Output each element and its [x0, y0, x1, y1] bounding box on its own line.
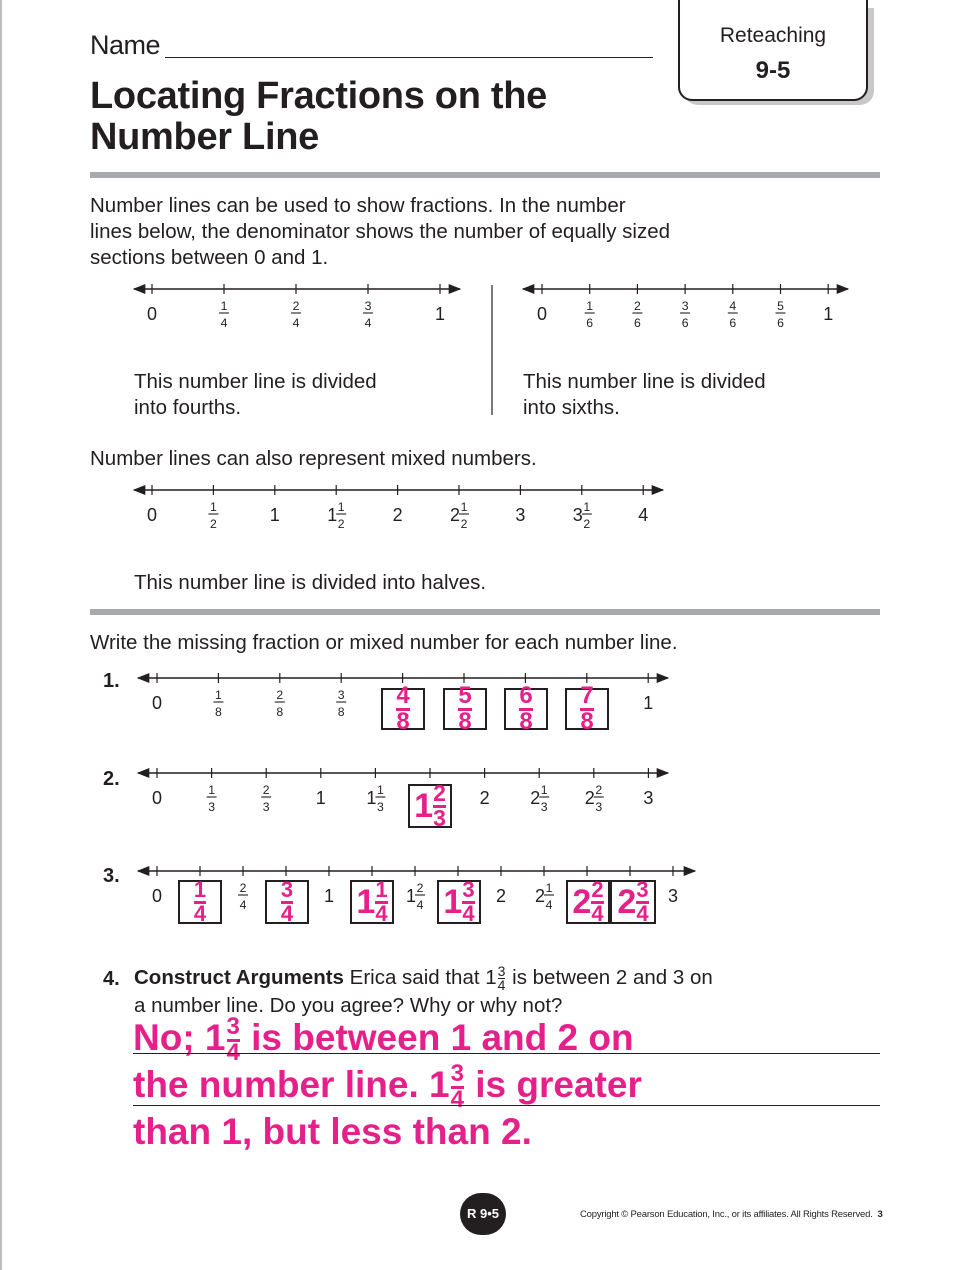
lesson-badge: R 9•5	[460, 1193, 506, 1235]
problem-2-line-label-3: 1	[315, 788, 326, 808]
problem-2-line-label-1-num: 1	[208, 783, 216, 797]
answer-writing-line-2[interactable]	[133, 1105, 880, 1106]
fourths-line-label-3-num: 3	[364, 299, 372, 313]
halves-line-label-6: 3	[515, 505, 526, 525]
problem-4-heading: Construct Arguments	[134, 966, 344, 990]
intro-line-1: Number lines can be used to show fractions. In the number	[90, 194, 626, 217]
problem-3-answer-box-5[interactable]: 2 2 4	[566, 880, 610, 924]
fourths-caption	[134, 369, 377, 421]
fourths-line-label-1-den: 4	[220, 316, 228, 330]
halves-line-label-0: 0	[146, 505, 158, 525]
sixths-line-label-6: 1	[823, 304, 834, 324]
problem-3-line-label-6-num: 2	[416, 881, 424, 895]
answer-line-2-post: is greater	[464, 1064, 642, 1105]
section-divider-practice	[90, 609, 880, 615]
problem-3-line-label-2-den: 4	[239, 898, 247, 912]
sixths-line-label-3-num: 3	[681, 299, 689, 313]
problem-1-line-label-8: 1	[643, 693, 654, 713]
problem-1-line-label-3-num: 3	[337, 688, 345, 702]
sixths-caption-line-1: This number line is divided	[523, 370, 766, 393]
problem-3-answer-box-1[interactable]: 1 4	[178, 880, 222, 924]
title-line-1: Locating Fractions on the	[90, 75, 547, 117]
problem-3-line-label-4: 1	[323, 886, 335, 906]
halves-line-label-5-num: 1	[460, 500, 468, 514]
tab-number: 9-5	[755, 57, 791, 84]
problem-3-line-label-12: 3	[667, 886, 679, 906]
answer-line-2	[133, 1061, 642, 1112]
fourths-caption-line-2: into fourths.	[134, 396, 242, 419]
problem-2-number: 2.	[103, 768, 120, 790]
problem-2-line-label-4-den: 3	[376, 800, 384, 814]
copyright-text: Copyright © Pearson Education, Inc., or its affiliates. All Rights Reserved.	[580, 1209, 873, 1220]
problem-3-number: 3.	[103, 865, 120, 887]
problem-4-prompt-fraction: $\frac{3}{4}$	[497, 963, 506, 994]
problem-2-line-label-8-whole: 2	[584, 788, 595, 808]
problem-1-line-label-2-den: 8	[276, 705, 284, 719]
problem-1-line-label-3-den: 8	[337, 705, 345, 719]
answer-line-2-fraction: $\frac{3}{4}$	[450, 1059, 464, 1113]
sixths-line-label-0: 0	[536, 304, 548, 324]
problem-1-line-label-1-den: 8	[214, 705, 222, 719]
fourths-line-label-3-den: 4	[364, 316, 372, 330]
problem-3-line-label-0: 0	[151, 886, 163, 906]
problem-4-prompt-part1: Erica said that 1	[349, 966, 497, 990]
sixths-caption-line-2: into sixths.	[523, 396, 620, 419]
fourths-line-label-1-num: 1	[220, 299, 228, 313]
problem-2-line-label-8-num: 2	[595, 783, 603, 797]
sixths-line-label-1-num: 1	[586, 299, 594, 313]
fourths-line-label-2-num: 2	[292, 299, 300, 313]
answer-line-1-pre: No; 1	[133, 1017, 226, 1058]
halves-line-label-4: 2	[392, 505, 403, 525]
problem-4-number: 4.	[103, 968, 120, 990]
problem-1-answer-box-3[interactable]: 6 8	[504, 688, 548, 730]
problem-2-line-label-7-den: 3	[540, 800, 548, 814]
title-line-2: Number Line	[90, 116, 319, 158]
halves-line-label-5-whole: 2	[449, 505, 461, 525]
problem-3-answer-box-2[interactable]: 3 4	[265, 880, 309, 924]
problem-1-line-label-0: 0	[151, 693, 163, 713]
sixths-line-label-2-num: 2	[633, 299, 641, 313]
page-number: 3	[877, 1209, 883, 1220]
problem-1-line-label-2-num: 2	[276, 688, 284, 702]
problem-1-number: 1.	[103, 670, 120, 692]
halves-line-label-7-whole: 3	[572, 505, 583, 525]
sixths-caption	[523, 369, 766, 421]
problem-3-line-label-6-den: 4	[416, 898, 424, 912]
answer-line-2-pre: the number line. 1	[133, 1064, 450, 1105]
sixths-line-label-2-den: 6	[633, 316, 641, 330]
problem-2-line-label-4-whole: 1	[366, 788, 377, 808]
sixths-line-label-1-den: 6	[586, 316, 594, 330]
problem-4-prompt-line-2: a number line. Do you agree? Why or why not?	[134, 993, 563, 1017]
problem-2-line-label-7-whole: 2	[530, 788, 541, 808]
practice-instructions: Write the missing fraction or mixed number for each number line.	[90, 631, 678, 654]
problem-3-line-label-9-den: 4	[545, 898, 553, 912]
problem-3-line-label-6-whole: 1	[405, 886, 417, 906]
fourths-caption-line-1: This number line is divided	[134, 370, 377, 393]
problem-2-line-label-0: 0	[151, 788, 163, 808]
answer-line-3: than 1, but less than 2.	[133, 1111, 532, 1152]
sixths-line-label-5-den: 6	[777, 316, 784, 330]
problem-3-line-label-9-num: 1	[545, 881, 553, 895]
name-label: Name	[90, 30, 161, 60]
problem-3-line-label-2-num: 2	[239, 881, 247, 895]
halves-line-label-1-num: 1	[209, 500, 217, 514]
problem-2-line-label-1-den: 3	[208, 800, 216, 814]
fourths-line-label-2-den: 4	[292, 316, 300, 330]
answer-line-1-fraction: $\frac{3}{4}$	[226, 1012, 240, 1066]
halves-line-label-3-num: 1	[337, 500, 345, 514]
intro-line-2: lines below, the denominator shows the number of equally sized	[90, 220, 671, 243]
answer-line-1-post: is between 1 and 2 on	[240, 1017, 634, 1058]
problem-2-line-label-4-num: 1	[376, 783, 384, 797]
problem-3-answer-box-3[interactable]: 1 1 4	[350, 880, 394, 924]
problem-1-answer-box-4[interactable]: 7 8	[565, 688, 609, 730]
problem-2-line-label-9: 3	[643, 788, 654, 808]
halves-line-label-7-num: 1	[583, 500, 591, 514]
sixths-line-label-3-den: 6	[681, 316, 689, 330]
fourths-line-label-0: 0	[146, 304, 158, 324]
halves-line-label-3-den: 2	[337, 517, 345, 531]
halves-caption: This number line is divided into halves.	[134, 571, 487, 594]
tab-label: Reteaching	[719, 24, 827, 47]
problem-1-answer-box-2[interactable]: 5 8	[443, 688, 487, 730]
sixths-line-label-4-den: 6	[729, 316, 737, 330]
problem-1-line-label-1-num: 1	[214, 688, 222, 702]
sixths-line-label-4-num: 4	[729, 299, 737, 313]
problem-3-answer-box-6[interactable]: 2 3 4	[610, 880, 656, 924]
problem-3-answer-box-4[interactable]: 1 3 4	[437, 880, 481, 924]
halves-line-label-3-whole: 1	[327, 505, 338, 525]
problem-2-line-label-7-num: 1	[540, 783, 548, 797]
problem-2-answer-box-1[interactable]: 1 2 3	[408, 784, 452, 828]
copyright	[580, 1209, 883, 1220]
halves-line-label-2: 1	[269, 505, 280, 525]
halves-line-label-7-den: 2	[583, 517, 591, 531]
fourths-line-label-4: 1	[434, 304, 446, 324]
halves-line-label-1-den: 2	[209, 517, 217, 531]
answer-writing-line-1[interactable]	[133, 1053, 880, 1054]
sixths-line-label-5-num: 5	[777, 299, 784, 313]
problem-2-line-label-2-num: 2	[262, 783, 270, 797]
problem-3-line-label-9-whole: 2	[534, 886, 546, 906]
problem-2-line-label-2-den: 3	[262, 800, 270, 814]
problem-3-line-label-8: 2	[495, 886, 507, 906]
problem-1-answer-box-1[interactable]: 4 8	[381, 688, 425, 730]
answer-line-1	[133, 1014, 634, 1065]
intro-line-3: sections between 0 and 1.	[90, 246, 329, 269]
halves-line-label-5-den: 2	[460, 517, 468, 531]
mixed-intro: Number lines can also represent mixed numbers.	[90, 447, 537, 470]
problem-4-prompt-part2: is between 2 and 3 on	[506, 966, 713, 990]
problem-2-line-label-6: 2	[479, 788, 490, 808]
halves-line-label-8: 4	[638, 505, 649, 525]
problem-2-line-label-8-den: 3	[595, 800, 603, 814]
problem-4-prompt	[134, 965, 713, 1019]
